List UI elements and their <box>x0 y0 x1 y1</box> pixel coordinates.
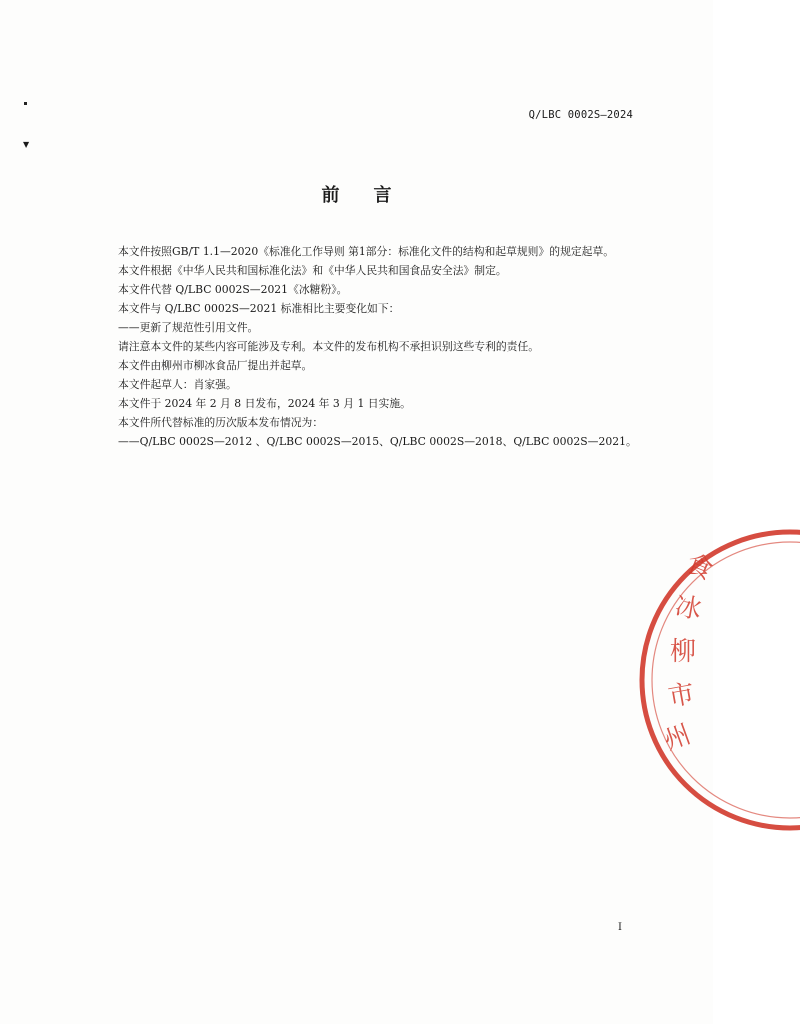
paragraph: 本文件起草人：肖家强。 <box>118 378 237 391</box>
paragraph: ——更新了规范性引用文件。 <box>118 321 259 334</box>
scan-mark-dot <box>24 102 27 105</box>
seal-text-fragment-1: 州 <box>660 719 695 757</box>
foreword-body <box>84 242 639 451</box>
paragraph: 本文件与 Q/LBC 0002S—2021 标准相比主要变化如下： <box>118 302 400 315</box>
seal-text-fragment-3: 柳 <box>670 637 697 667</box>
page-title <box>0 181 713 207</box>
paragraph: 本文件所代替标准的历次版本发布情况为： <box>118 416 324 429</box>
title-char-2: 言 <box>373 185 392 206</box>
paragraph: 请注意本文件的某些内容可能涉及专利。本文件的发布机构不承担识别这些专利的责任。 <box>118 340 540 353</box>
paragraph: 本文件按照GB/T 1.1—2020《标准化工作导则 第1部分：标准化文件的结构和起草规则》的规定起草。 <box>118 245 615 258</box>
company-seal <box>640 520 800 840</box>
paragraph: 本文件由柳州市柳冰食品厂提出并起草。 <box>118 359 313 372</box>
paragraph: ——Q/LBC 0002S—2012 、Q/LBC 0002S—2015、Q/LBC 0002S—2018、Q/LBC 0002S—2021。 <box>118 435 637 448</box>
seal-text-fragment-4: 冰 <box>672 591 704 626</box>
scan-mark-triangle: ▼ <box>23 140 30 149</box>
standard-code: Q/LBC 0002S—2024 <box>528 109 633 121</box>
paragraph: 本文件根据《中华人民共和国标准化法》和《中华人民共和国食品安全法》制定。 <box>118 264 507 277</box>
paragraph: 本文件代替 Q/LBC 0002S—2021《冰糖粉》。 <box>118 283 348 296</box>
title-char-1: 前 <box>321 185 340 206</box>
paragraph: 本文件于 2024 年 2 月 8 日发布，2024 年 3 月 1 日实施。 <box>118 397 411 410</box>
page-number: I <box>618 922 622 933</box>
seal-text-fragment-2: 市 <box>666 678 697 713</box>
seal-text-fragment-5: 食 <box>681 548 717 587</box>
